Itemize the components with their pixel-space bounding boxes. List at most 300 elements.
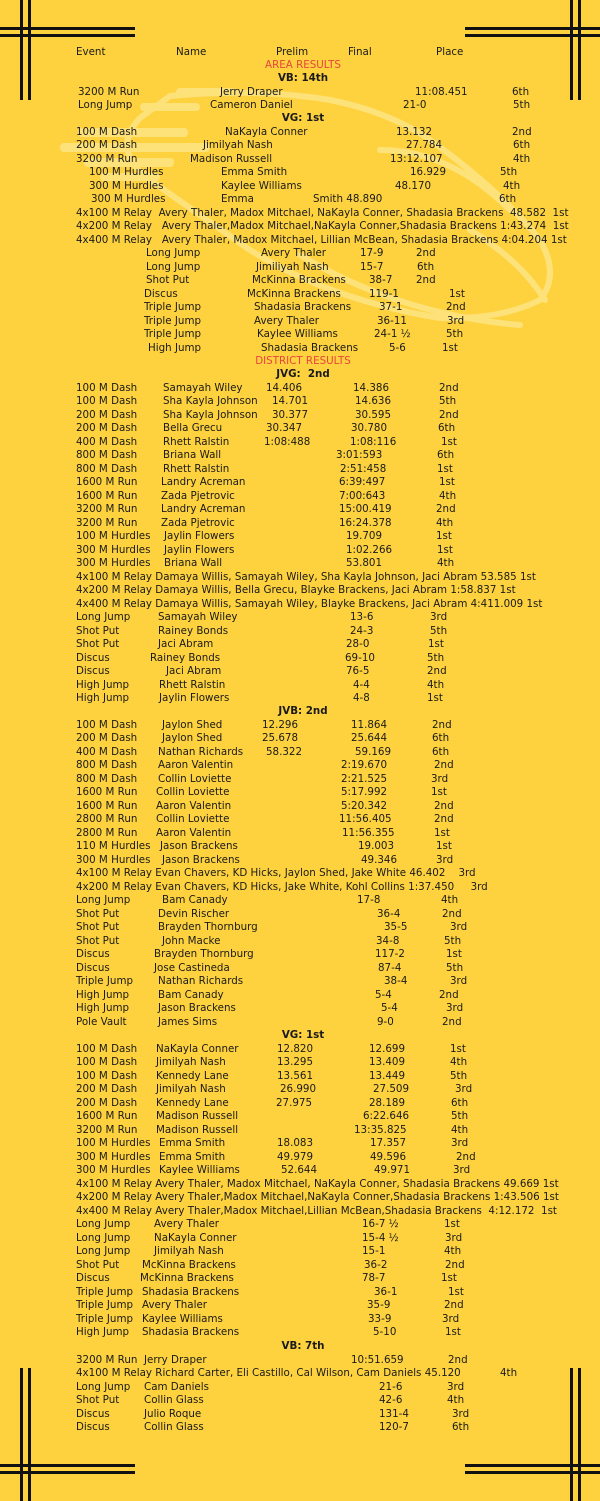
result-mark: 2nd — [442, 908, 462, 920]
result-mark: 1st — [434, 827, 450, 839]
result-mark: 21-6 — [379, 1381, 403, 1393]
result-event: 100 M Hurdles — [76, 1137, 151, 1149]
section-heading: JVB: 2nd — [278, 705, 328, 717]
result-mark: 16.929 — [410, 166, 447, 178]
result-mark: 4th — [436, 517, 454, 529]
result-mark: 4th — [441, 894, 459, 906]
result-mark: 21-0 — [403, 99, 427, 111]
result-event: Shot Put — [76, 908, 120, 920]
result-mark: 2nd — [416, 274, 436, 286]
result-event: Triple Jump — [144, 301, 202, 313]
result-mark: 11:56.355 — [342, 827, 395, 839]
relay-result-line: 4x400 M Relay Avery Thaler,Madox Mitchael,Lillian McBean,Shadasia Brackens 4:12.172 1st — [76, 1205, 557, 1217]
result-mark: 38-7 — [369, 274, 393, 286]
result-athlete: Collin Glass — [144, 1421, 204, 1433]
result-athlete: Brayden Thornburg — [154, 948, 254, 960]
result-mark: 1st — [428, 638, 444, 650]
result-mark: 3rd — [445, 1232, 463, 1244]
result-event: 100 M Dash — [76, 126, 138, 138]
result-mark: 5-4 — [375, 989, 392, 1001]
result-mark: 36-4 — [377, 908, 401, 920]
result-event: 300 M Hurdles — [76, 854, 151, 866]
result-athlete: Kennedy Lane — [156, 1070, 229, 1082]
result-mark: 3rd — [450, 975, 468, 987]
result-mark: 4th — [503, 180, 521, 192]
result-mark: 6th — [417, 261, 435, 273]
result-athlete: Jaci Abram — [166, 665, 222, 677]
result-mark: 15-4 ½ — [362, 1232, 399, 1244]
result-mark: 30.595 — [355, 409, 392, 421]
result-athlete: Jason Brackens — [160, 840, 238, 852]
frame-bar — [20, 1368, 23, 1501]
result-event: 3200 M Run — [76, 1124, 138, 1136]
result-place: 4th — [450, 1056, 468, 1068]
relay-result-line: 4x100 M Relay Evan Chavers, KD Hicks, Jaylon Shed, Jake White 46.402 3rd — [76, 867, 476, 879]
result-mark: 30.347 — [266, 422, 303, 434]
result-mark: 25.678 — [262, 732, 299, 744]
section-heading: AREA RESULTS — [265, 59, 341, 71]
result-event: Shot Put — [76, 1394, 120, 1406]
result-mark: 2nd — [434, 759, 454, 771]
result-athlete: Aaron Valentin — [156, 827, 232, 839]
result-athlete: Kaylee Williams — [257, 328, 338, 340]
result-mark: 11:56.405 — [339, 813, 392, 825]
result-mark: 36-1 — [374, 1286, 398, 1298]
result-mark: 2nd — [434, 800, 454, 812]
result-event: 200 M Dash — [76, 409, 138, 421]
result-mark: 5-4 — [381, 1002, 398, 1014]
result-mark: 6:22.646 — [363, 1110, 410, 1122]
result-mark: 24-1 ½ — [374, 328, 411, 340]
result-mark: 3rd — [431, 773, 449, 785]
result-mark: 13.295 — [277, 1056, 314, 1068]
result-athlete: Rainey Bonds — [150, 652, 221, 664]
result-event: 3200 M Run — [76, 517, 138, 529]
result-mark: 15-7 — [360, 261, 384, 273]
result-mark: 5th — [500, 166, 518, 178]
result-athlete: Nathan Richards — [158, 975, 244, 987]
result-place: 3rd — [451, 1137, 469, 1149]
result-athlete: James Sims — [158, 1016, 218, 1028]
result-mark: 14.701 — [272, 395, 309, 407]
result-mark: 18.083 — [277, 1137, 314, 1149]
result-event: Shot Put — [76, 625, 120, 637]
result-athlete: John Macke — [162, 935, 221, 947]
result-mark: 4th — [444, 1245, 462, 1257]
result-athlete: Aaron Valentin — [158, 759, 234, 771]
result-event: Long Jump — [76, 894, 131, 906]
result-place: 2nd — [439, 382, 459, 394]
result-mark: 2nd — [448, 1354, 468, 1366]
relay-result-line: 4x200 M Relay Avery Thaler,Madox Mitchael,NaKayla Conner,Shadasia Brackens 1:43.274 1st — [76, 220, 569, 232]
result-athlete: NaKayla Conner — [225, 126, 308, 138]
result-event: Shot Put — [76, 638, 120, 650]
result-mark: 3rd — [442, 1313, 460, 1325]
result-event: 200 M Dash — [76, 1097, 138, 1109]
result-event: 100 M Dash — [76, 395, 138, 407]
result-mark: 16:24.378 — [339, 517, 392, 529]
result-mark: 38-4 — [384, 975, 408, 987]
result-mark: 49.596 — [370, 1151, 407, 1163]
result-athlete: Samayah Wiley — [158, 611, 238, 623]
result-mark: 5th — [444, 935, 462, 947]
result-mark: 11:08.451 — [415, 86, 468, 98]
result-mark: 13.561 — [277, 1070, 314, 1082]
result-mark: 3rd — [447, 315, 465, 327]
result-place: 2nd — [456, 1151, 476, 1163]
result-mark: 4th — [439, 490, 457, 502]
result-mark: 1st — [436, 840, 452, 852]
result-mark: 28.189 — [369, 1097, 406, 1109]
result-event: Shot Put — [76, 935, 120, 947]
result-mark: 5th — [446, 328, 464, 340]
result-athlete: Sha Kayla Johnson — [163, 395, 258, 407]
result-event: Triple Jump — [144, 328, 202, 340]
result-mark: 14.406 — [266, 382, 303, 394]
relay-result-line: 4x200 M Relay Evan Chavers, KD Hicks, Jake White, Kohl Collins 1:37.450 3rd — [76, 881, 488, 893]
result-athlete: Avery Thaler — [261, 247, 327, 259]
result-mark: 36-11 — [377, 315, 407, 327]
result-event: Long Jump — [76, 1245, 131, 1257]
result-athlete: Emma Smith — [159, 1151, 226, 1163]
result-mark: 13:12.107 — [390, 153, 443, 165]
result-event: High Jump — [76, 989, 130, 1001]
result-mark: 27.509 — [373, 1083, 410, 1095]
result-mark: 2:21.525 — [341, 773, 388, 785]
result-mark: 9-0 — [377, 1016, 394, 1028]
result-event: Discus — [76, 1421, 110, 1433]
result-athlete: Sha Kayla Johnson — [163, 409, 258, 421]
result-athlete: Emma Smith — [159, 1137, 226, 1149]
result-event: High Jump — [76, 1002, 130, 1014]
result-place: 2nd — [432, 719, 452, 731]
result-athlete: Shadasia Brackens — [254, 301, 352, 313]
result-mark: 49.979 — [277, 1151, 314, 1163]
result-mark: 5th — [427, 652, 445, 664]
result-mark: 1st — [439, 476, 455, 488]
result-event: 300 M Hurdles — [76, 557, 151, 569]
result-mark: 17-8 — [357, 894, 381, 906]
result-mark: 3rd — [450, 921, 468, 933]
result-mark: 2:51:458 — [340, 463, 387, 475]
result-event: High Jump — [76, 1326, 130, 1338]
result-mark: 52.644 — [281, 1164, 318, 1176]
result-mark: 1st — [449, 288, 465, 300]
result-mark: 17-9 — [360, 247, 384, 259]
section-heading: VG: 1st — [281, 1029, 325, 1041]
result-place: 6th — [432, 746, 450, 758]
result-event: Long Jump — [76, 611, 131, 623]
result-mark: 4th — [447, 1394, 465, 1406]
result-mark: 5th — [513, 99, 531, 111]
result-mark: 4-8 — [353, 692, 370, 704]
result-mark: 14.386 — [353, 382, 390, 394]
result-athlete: Emma Smith — [221, 166, 288, 178]
result-event: 400 M Dash — [76, 436, 138, 448]
result-mark: 58.322 — [266, 746, 303, 758]
result-event: Triple Jump — [144, 315, 202, 327]
relay-result-line: 4x100 M Relay Avery Thaler, Madox Mitchael, NaKayla Conner, Shadasia Brackens 48.582 1st — [76, 207, 569, 219]
result-athlete: Bam Canady — [162, 894, 228, 906]
result-mark: 27.975 — [276, 1097, 313, 1109]
result-mark: 6:39:497 — [339, 476, 386, 488]
result-event: 300 M Hurdles — [91, 193, 166, 205]
result-athlete: Brayden Thornburg — [158, 921, 258, 933]
result-mark: 1st — [442, 342, 458, 354]
result-athlete: Shadasia Brackens — [142, 1326, 240, 1338]
result-athlete: Briana Wall — [164, 557, 223, 569]
result-event: Discus — [76, 652, 110, 664]
result-mark: 1st — [437, 544, 453, 556]
result-mark: 131-4 — [379, 1408, 409, 1420]
relay-result-line: 4x200 M Relay Avery Thaler,Madox Mitchael,NaKayla Conner,Shadasia Brackens 1:43.506 1st — [76, 1191, 559, 1203]
result-event: Long Jump — [76, 1381, 131, 1393]
result-athlete: Madison Russell — [156, 1110, 239, 1122]
result-mark: 7:00:643 — [339, 490, 386, 502]
result-athlete: Jaylon Shed — [162, 732, 223, 744]
result-place: 3rd — [453, 1164, 471, 1176]
section-heading: VG: 1st — [281, 112, 325, 124]
result-mark: 6th — [513, 139, 531, 151]
result-athlete: Jimilyah Nash — [156, 1083, 226, 1095]
result-mark: 17.357 — [370, 1137, 407, 1149]
result-mark: 1st — [444, 1218, 460, 1230]
result-athlete: Rhett Ralstin — [159, 679, 226, 691]
result-athlete: Avery Thaler — [142, 1299, 208, 1311]
result-mark: 4-4 — [353, 679, 370, 691]
result-mark: 2nd — [446, 301, 466, 313]
result-athlete: Cam Daniels — [144, 1381, 209, 1393]
header-prelim: Prelim — [276, 46, 309, 58]
result-mark: 5:17.992 — [341, 786, 388, 798]
result-mark: 12.699 — [369, 1043, 406, 1055]
result-mark: 4th — [451, 1124, 469, 1136]
result-mark: 69-10 — [345, 652, 375, 664]
result-mark: 2nd — [416, 247, 436, 259]
result-event: Pole Vault — [76, 1016, 127, 1028]
result-mark: 6th — [452, 1421, 470, 1433]
result-event: Long Jump — [78, 99, 133, 111]
result-event: High Jump — [76, 692, 130, 704]
result-athlete: Samayah Wiley — [163, 382, 243, 394]
result-place: 2nd — [439, 409, 459, 421]
result-mark: 1st — [445, 1326, 461, 1338]
result-event: 3200 M Run — [78, 86, 140, 98]
result-mark: 4th — [427, 679, 445, 691]
result-event: Triple Jump — [76, 1313, 134, 1325]
result-mark: 1st — [437, 463, 453, 475]
frame-bar — [28, 1368, 31, 1501]
result-athlete: Julio Roque — [144, 1408, 202, 1420]
result-mark: 35-9 — [367, 1299, 391, 1311]
result-mark: 11.864 — [351, 719, 388, 731]
result-athlete: Jaylon Shed — [162, 719, 223, 731]
result-mark: 5-6 — [389, 342, 406, 354]
result-event: 3200 M Run — [76, 1354, 138, 1366]
result-athlete: Rhett Ralstin — [163, 463, 230, 475]
result-mark: 13.409 — [369, 1056, 406, 1068]
result-event: 100 M Dash — [76, 1056, 138, 1068]
result-athlete: Bella Grecu — [163, 422, 223, 434]
result-mark: 14.636 — [355, 395, 392, 407]
result-mark: 16-7 ½ — [362, 1218, 399, 1230]
result-mark: 30.780 — [351, 422, 388, 434]
result-mark: 5-10 — [373, 1326, 397, 1338]
result-mark: 2nd — [439, 989, 459, 1001]
result-mark: 2nd — [442, 1016, 462, 1028]
result-athlete: Devin Rischer — [158, 908, 230, 920]
result-mark: 87-4 — [378, 962, 402, 974]
result-mark: Smith 48.890 — [313, 193, 383, 205]
result-athlete: Shadasia Brackens — [142, 1286, 240, 1298]
result-mark: 1st — [441, 1272, 457, 1284]
result-event: 3200 M Run — [76, 503, 138, 515]
result-event: 1600 M Run — [76, 800, 138, 812]
result-event: Triple Jump — [76, 975, 134, 987]
result-mark: 26.990 — [280, 1083, 317, 1095]
result-mark: 15:00.419 — [339, 503, 392, 515]
result-athlete: Briana Wall — [163, 449, 222, 461]
result-athlete: Kennedy Lane — [156, 1097, 229, 1109]
result-mark: 1st — [431, 786, 447, 798]
result-mark: 1st — [448, 1286, 464, 1298]
result-event: 110 M Hurdles — [76, 840, 151, 852]
result-event: 2800 M Run — [76, 813, 138, 825]
result-athlete: Cameron Daniel — [210, 99, 293, 111]
result-event: 3200 M Run — [76, 153, 138, 165]
result-event: Discus — [76, 1408, 110, 1420]
result-event: Shot Put — [76, 921, 120, 933]
result-athlete: Jaci Abram — [158, 638, 214, 650]
result-mark: 10:51.659 — [351, 1354, 404, 1366]
result-athlete: Landry Acreman — [161, 503, 246, 515]
result-athlete: Bam Canady — [158, 989, 224, 1001]
result-place: 1st — [441, 436, 457, 448]
header-name: Name — [176, 46, 207, 58]
result-mark: 2nd — [436, 503, 456, 515]
result-athlete: Kaylee Williams — [142, 1313, 223, 1325]
result-mark: 15-1 — [362, 1245, 386, 1257]
result-athlete: Madison Russell — [156, 1124, 239, 1136]
result-athlete: Rhett Ralstin — [163, 436, 230, 448]
result-athlete: McKinna Brackens — [142, 1259, 236, 1271]
result-athlete: Jimilyah Nash — [203, 139, 273, 151]
result-place: 5th — [450, 1070, 468, 1082]
result-event: 1600 M Run — [76, 490, 138, 502]
result-mark: 119-1 — [369, 288, 399, 300]
result-mark: 1st — [446, 948, 462, 960]
result-event: Discus — [144, 288, 178, 300]
result-mark: 5th — [446, 962, 464, 974]
result-event: Discus — [76, 665, 110, 677]
result-mark: 42-6 — [379, 1394, 403, 1406]
result-event: Discus — [76, 1272, 110, 1284]
result-event: Discus — [76, 948, 110, 960]
result-mark: 28-0 — [346, 638, 370, 650]
result-athlete: Jason Brackens — [162, 854, 240, 866]
result-place: 1st — [450, 1043, 466, 1055]
result-mark: 5th — [430, 625, 448, 637]
result-mark: 1:08:116 — [350, 436, 397, 448]
result-mark: 35-5 — [384, 921, 408, 933]
result-event: High Jump — [148, 342, 202, 354]
result-mark: 5:20.342 — [341, 800, 388, 812]
result-mark: 6th — [437, 449, 455, 461]
result-mark: 5th — [451, 1110, 469, 1122]
result-mark: 2:19.670 — [341, 759, 388, 771]
relay-result-line: 4x100 M Relay Damaya Willis, Samayah Wiley, Sha Kayla Johnson, Jaci Abram 53.585 1st — [76, 571, 536, 583]
result-athlete: Jose Castineda — [154, 962, 230, 974]
result-mark: 3rd — [436, 854, 454, 866]
result-event: Long Jump — [76, 1232, 131, 1244]
frame-bar — [28, 0, 31, 100]
result-event: 300 M Hurdles — [76, 544, 151, 556]
result-mark: 30.377 — [272, 409, 309, 421]
result-mark: 53.801 — [346, 557, 383, 569]
result-event: 1600 M Run — [76, 476, 138, 488]
relay-result-line: 4x400 M Relay Damaya Willis, Samayah Wiley, Blayke Brackens, Jaci Abram 4:411.009 1st — [76, 598, 543, 610]
result-mark: 117-2 — [375, 948, 405, 960]
result-event: Long Jump — [76, 1218, 131, 1230]
result-event: 100 M Hurdles — [89, 166, 164, 178]
result-event: Discus — [76, 962, 110, 974]
result-athlete: Kaylee Williams — [221, 180, 302, 192]
result-mark: 3:01:593 — [336, 449, 383, 461]
result-mark: 3rd — [446, 1002, 464, 1014]
result-event: 200 M Dash — [76, 1083, 138, 1095]
result-event: 2800 M Run — [76, 827, 138, 839]
result-place: 5th — [439, 395, 457, 407]
result-event: 1600 M Run — [76, 786, 138, 798]
result-mark: 36-2 — [364, 1259, 388, 1271]
result-mark: 2nd — [445, 1259, 465, 1271]
result-mark: 12.296 — [262, 719, 299, 731]
result-event: High Jump — [76, 679, 130, 691]
result-event: 800 M Dash — [76, 773, 138, 785]
result-athlete: Avery Thaler — [154, 1218, 220, 1230]
result-mark: 25.644 — [351, 732, 388, 744]
result-event: 100 M Dash — [76, 1043, 138, 1055]
result-mark: 4th — [513, 153, 531, 165]
result-athlete: Landry Acreman — [161, 476, 246, 488]
section-heading: VB: 7th — [281, 1340, 325, 1352]
result-event: 100 M Dash — [76, 1070, 138, 1082]
result-event: Shot Put — [76, 1259, 120, 1271]
result-place: 6th — [438, 422, 456, 434]
result-athlete: Zada Pjetrovic — [161, 517, 235, 529]
relay-result-line: 4x400 M Relay Avery Thaler, Madox Mitchael, Lillian McBean, Shadasia Brackens 4:04.204 1st — [76, 234, 567, 246]
result-mark: 3rd — [430, 611, 448, 623]
result-event: 400 M Dash — [76, 746, 138, 758]
result-mark: 27.784 — [406, 139, 443, 151]
result-event: 1600 M Run — [76, 1110, 138, 1122]
header-final: Final — [348, 46, 372, 58]
result-event: 800 M Dash — [76, 463, 138, 475]
frame-bar — [578, 1368, 581, 1501]
result-mark: 13.132 — [396, 126, 433, 138]
result-event: 300 M Hurdles — [76, 1151, 151, 1163]
result-mark: 76-5 — [346, 665, 370, 677]
result-event: Long Jump — [146, 261, 201, 273]
result-mark: 13.449 — [369, 1070, 406, 1082]
result-mark: 6th — [512, 86, 530, 98]
result-athlete: Aaron Valentin — [156, 800, 232, 812]
section-heading: JVG: 2nd — [276, 368, 330, 380]
result-mark: 1st — [436, 530, 452, 542]
result-event: 300 M Hurdles — [89, 180, 164, 192]
result-athlete: Jerry Draper — [220, 86, 283, 98]
result-athlete: Jimilyah Nash — [156, 1056, 226, 1068]
